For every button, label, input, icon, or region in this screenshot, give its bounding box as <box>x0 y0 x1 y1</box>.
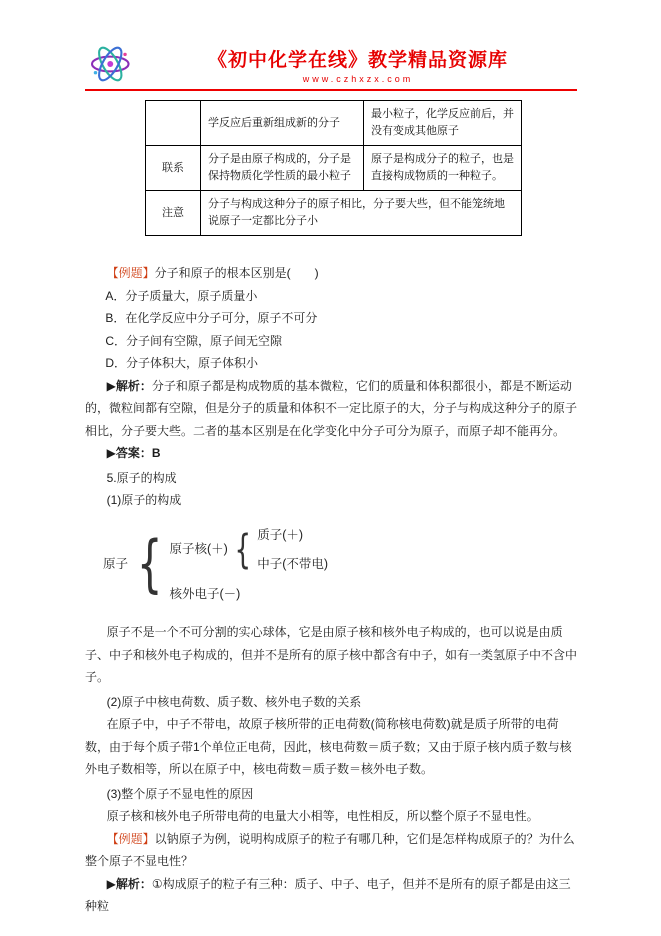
option-a: A．分子质量大，原子质量小 <box>105 288 258 303</box>
section5-sub1: (1)原子的构成 <box>106 493 182 507</box>
analysis-marker: ▶解析： <box>106 876 152 891</box>
site-url: www.czhxzx.com <box>302 73 414 84</box>
question-text: 分子和原子的根本区别是( ) <box>154 266 319 280</box>
electron-label: 核外电子(－) <box>169 586 241 601</box>
option-b: B．在化学反应中分子可分，原子不可分 <box>105 311 318 325</box>
neutron-label: 中子(不带电) <box>257 557 329 571</box>
section5-sub2: (2)原子中核电荷数、质子数、核外电子数的关系 <box>106 694 362 709</box>
diagram-root-label: 原子 <box>103 557 129 571</box>
section5-heading: 5.原子的构成 <box>106 470 177 485</box>
example1-analysis <box>85 375 577 443</box>
row-label-cell: 联系 <box>146 146 201 191</box>
site-title: 《初中化学在线》教学精品资源库 <box>207 49 508 71</box>
inner-brace: { <box>234 526 251 573</box>
section5-para1: 原子不是一个不可分割的实心球体，它是由原子核和核外电子构成的，也可以说是由质子、中子和核外电子构成的，但并不是所有的原子核中都含有中子，如有一类氢原子中不含中子。 <box>85 625 578 684</box>
molecule-cell: 学反应后重新组成新的分子 <box>201 101 364 146</box>
proton-label: 质子(＋) <box>257 527 304 542</box>
table-row-continued <box>146 101 522 146</box>
example2-question-line <box>85 828 577 873</box>
section5-sub3: (3)整个原子不显电性的原因 <box>106 786 254 801</box>
row-label-cell: 注意 <box>146 191 201 236</box>
example1-answer <box>85 442 577 465</box>
option-c: C．分子间有空隙，原子间无空隙 <box>105 333 283 348</box>
note-cell: 分子与构成这种分子的原子相比，分子要大些，但不能笼统地说原子一定都比分子小 <box>201 191 522 236</box>
question-text: 以钠原子为例，说明构成原子的粒子有哪几种，它们是怎样构成原子的？为什么整个原子不显电性？ <box>85 831 575 868</box>
table-row-relation <box>146 146 522 191</box>
nucleus-branch <box>169 524 328 576</box>
analysis-text: ①构成原子的粒子有三种：质子、中子、电子，但并不是所有的原子都是由这三种粒 <box>85 876 571 913</box>
diagram-level1 <box>169 524 328 606</box>
section5-para2: 在原子中，中子不带电，故原子核所带的正电荷数(简称核电荷数)就是质子所带的电荷数，由于每个质子带1个单位正电荷，因此，核电荷数＝质子数；又由于原子核内质子数与核外电子数相等，所以在原子中，核电荷数＝质子数＝核外电子数。 <box>85 717 572 776</box>
analysis-text: 分子和原子都是构成物质的基本微粒，它们的质量和体积都很小，都是不断运动的，微粒间都有空隙，但是分子的质量和体积不一定比原子的大，分子与构成这种分子的原子相比，分子要大些。二者的基本区别是在化学变化中分子可分为原子，而原子却不能再分。 <box>85 378 578 438</box>
answer-marker: ▶答案： <box>106 446 152 460</box>
atom-logo-icon <box>85 44 139 84</box>
atom-structure-diagram <box>103 524 577 606</box>
document-body <box>85 262 577 918</box>
nucleus-label: 原子核(＋) <box>169 542 228 557</box>
table-row-note <box>146 191 522 236</box>
outer-brace: { <box>136 527 163 601</box>
row-label-cell <box>146 101 201 146</box>
example2-analysis <box>85 873 577 918</box>
molecule-atom-comparison-table <box>145 100 522 236</box>
diagram-level2 <box>257 524 328 576</box>
example-label: 【例题】 <box>106 831 155 846</box>
example1-question-line <box>85 262 577 285</box>
site-header <box>85 44 577 91</box>
molecule-cell: 分子是由原子构成的，分子是保持物质化学性质的最小粒子 <box>201 146 364 191</box>
atom-cell: 原子是构成分子的粒子，也是直接构成物质的一种粒子。 <box>364 146 522 191</box>
header-text <box>139 45 577 84</box>
analysis-marker: ▶解析： <box>106 378 152 393</box>
section5-para3: 原子核和核外电子所带电荷的电量大小相等，电性相反，所以整个原子不显电性。 <box>106 809 539 823</box>
atom-cell: 最小粒子，化学反应前后，并没有变成其他原子 <box>364 101 522 146</box>
answer-value: B <box>151 446 161 460</box>
option-d: D．分子体积大，原子体积小 <box>105 356 259 370</box>
example-label: 【例题】 <box>106 266 155 280</box>
